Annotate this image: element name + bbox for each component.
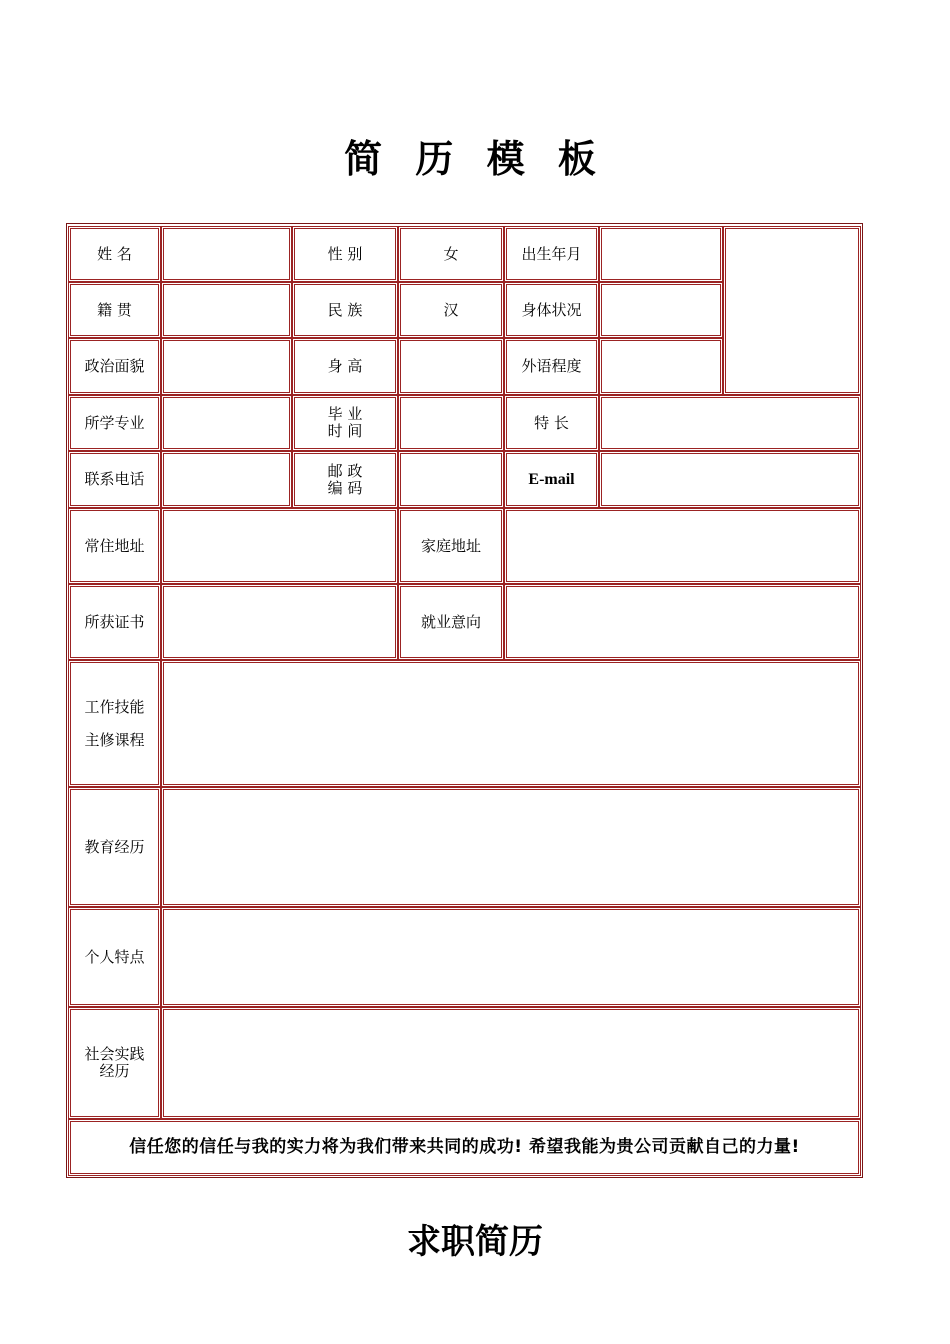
label-certificates: 所获证书 (68, 584, 161, 660)
label-major: 所学专业 (68, 395, 161, 451)
label-skills-courses (68, 660, 161, 787)
field-height[interactable] (398, 338, 504, 395)
label-native-place: 籍 贯 (68, 282, 161, 338)
field-birth[interactable] (599, 226, 723, 282)
label-courses: 主修课程 (84, 730, 145, 749)
label-phone: 联系电话 (68, 451, 161, 508)
field-personal-traits[interactable] (161, 907, 861, 1007)
field-phone[interactable] (161, 451, 292, 508)
field-job-intention[interactable] (504, 584, 861, 660)
field-language[interactable] (599, 338, 723, 395)
label-social-practice: 社会实践 经历 (68, 1007, 161, 1119)
field-graduation-time[interactable] (398, 395, 504, 451)
field-name[interactable] (161, 226, 292, 282)
label-postcode: 邮 政 编 码 (292, 451, 398, 508)
label-graduation-time: 毕 业 时 间 (292, 395, 398, 451)
field-specialty[interactable] (599, 395, 861, 451)
document-title: 简 历 模 板 (344, 137, 606, 181)
field-home-address[interactable] (504, 508, 861, 584)
label-political-status: 政治面貌 (68, 338, 161, 395)
label-email: E-mail (504, 451, 599, 508)
field-major[interactable] (161, 395, 292, 451)
field-email[interactable] (599, 451, 861, 508)
label-language: 外语程度 (504, 338, 599, 395)
label-education: 教育经历 (68, 787, 161, 907)
field-social-practice[interactable] (161, 1007, 861, 1119)
label-specialty: 特 长 (504, 395, 599, 451)
field-education[interactable] (161, 787, 861, 907)
label-height: 身 高 (292, 338, 398, 395)
label-health: 身体状况 (504, 282, 599, 338)
field-health[interactable] (599, 282, 723, 338)
photo-box (723, 226, 861, 395)
field-native-place[interactable] (161, 282, 292, 338)
label-home-address: 家庭地址 (398, 508, 504, 584)
field-postcode[interactable] (398, 451, 504, 508)
motto-statement: 信任您的信任与我的实力将为我们带来共同的成功! 希望我能为贵公司贡献自己的力量! (68, 1119, 861, 1176)
label-job-intention: 就业意向 (398, 584, 504, 660)
label-skills: 工作技能 (84, 697, 145, 716)
field-political-status[interactable] (161, 338, 292, 395)
field-current-address[interactable] (161, 508, 398, 584)
field-ethnicity[interactable]: 汉 (398, 282, 504, 338)
label-birth: 出生年月 (504, 226, 599, 282)
label-name: 姓 名 (68, 226, 161, 282)
document-subtitle: 求职简历 (407, 1222, 543, 1262)
field-gender[interactable]: 女 (398, 226, 504, 282)
field-certificates[interactable] (161, 584, 398, 660)
label-gender: 性 别 (292, 226, 398, 282)
label-current-address: 常住地址 (68, 508, 161, 584)
field-skills-courses[interactable] (161, 660, 861, 787)
label-ethnicity: 民 族 (292, 282, 398, 338)
label-personal-traits: 个人特点 (68, 907, 161, 1007)
